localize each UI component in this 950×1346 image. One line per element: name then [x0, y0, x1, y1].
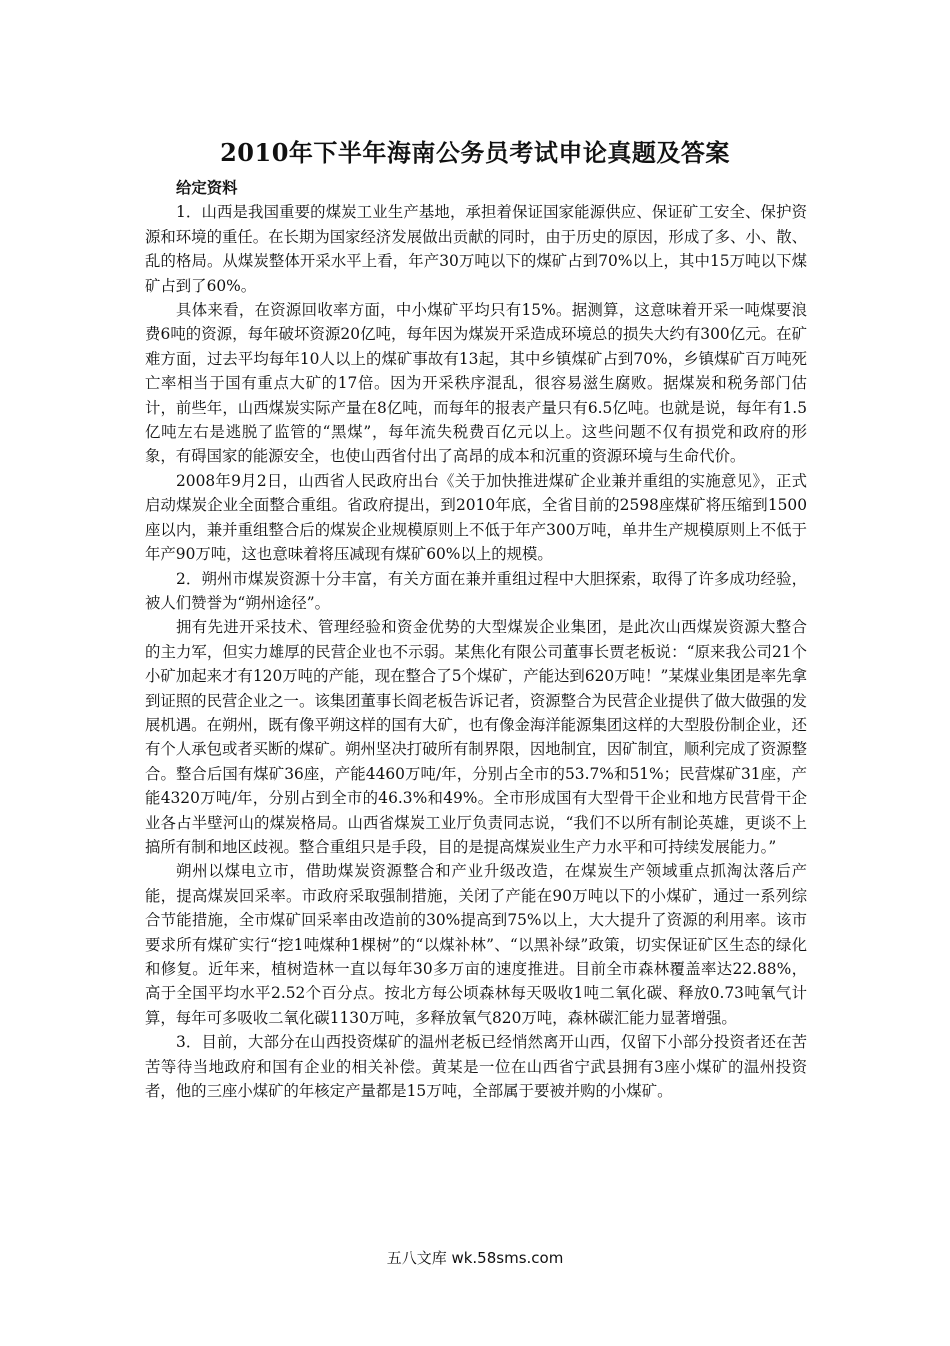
paragraph-2: 具体来看，在资源回收率方面，中小煤矿平均只有15%。据测算，这意味着开采一吨煤要浪费6吨的资源，每年破坏资源20亿吨，每年因为煤炭开采造成环境总的损失大约有300亿元。在矿难方面，过去平均每年10人以上的煤矿事故有13起，其中乡镇煤矿占到70%，乡镇煤矿百万吨死亡率相当于国有重点大矿的17倍。因为开采秩序混乱，很容易滋生腐败。据煤炭和税务部门估计，前些年，山西煤炭实际产量在8亿吨，而每年的报表产量只有6.5亿吨。也就是说，每年有1.5亿吨左右是逃脱了监管的“黑煤”，每年流失税费百亿元以上。这些问题不仅有损党和政府的形象，有碍国家的能源安全，也使山西省付出了高昂的成本和沉重的资源环境与生命代价。 — [145, 301, 807, 466]
document-body — [145, 176, 807, 1103]
paragraph-5: 拥有先进开采技术、管理经验和资金优势的大型煤炭企业集团，是此次山西煤炭资源大整合的主力军，但实力雄厚的民营企业也不示弱。某焦化有限公司董事长贾老板说：“原来我公司21个小矿加起来才有120万吨的产能，现在整合了5个煤矿，产能达到620万吨！”某煤业集团是率先拿到证照的民营企业之一。该集团董事长阎老板告诉记者，资源整合为民营企业提供了做大做强的发展机遇。在朔州，既有像平朔这样的国有大矿，也有像金海洋能源集团这样的大型股份制企业，还有个人承包或者买断的煤矿。朔州坚决打破所有制界限，因地制宜，因矿制宜，顺利完成了资源整合。整合后国有煤矿36座，产能4460万吨/年，分别占全市的53.7%和51%；民营煤矿31座，产能4320万吨/年，分别占到全市的46.3%和49%。全市形成国有大型骨干企业和地方民营骨干企业各占半壁河山的煤炭格局。山西省煤炭工业厅负责同志说，“我们不以所有制论英雄，更谈不上搞所有制和地区歧视。整合重组只是手段，目的是提高煤炭业生产力水平和可持续发展能力。” — [145, 618, 807, 856]
section-heading: 给定资料 — [176, 179, 238, 197]
paragraph-7: 3．目前，大部分在山西投资煤矿的温州老板已经悄然离开山西，仅留下小部分投资者还在苦苦等待当地政府和国有企业的相关补偿。黄某是一位在山西省宁武县拥有3座小煤矿的温州投资者，他的三座小煤矿的年核定产量都是15万吨，全部属于要被并购的小煤矿。 — [145, 1033, 807, 1101]
paragraph-1: 1．山西是我国重要的煤炭工业生产基地，承担着保证国家能源供应、保证矿工安全、保护资源和环境的重任。在长期为国家经济发展做出贡献的同时，由于历史的原因，形成了多、小、散、乱的格局。从煤炭整体开采水平上看，年产30万吨以下的煤矿占到70%以上，其中15万吨以下煤矿占到了60%。 — [145, 203, 807, 295]
paragraph-3: 2008年9月2日，山西省人民政府出台《关于加快推进煤矿企业兼并重组的实施意见》，正式启动煤炭企业全面整合重组。省政府提出，到2010年底，全省目前的2598座煤矿将压缩到1500座以内，兼并重组整合后的煤炭企业规模原则上不低于年产300万吨，单井生产规模原则上不低于年产90万吨，这也意味着将压减现有煤矿60%以上的规模。 — [145, 471, 807, 564]
paragraph-4: 2．朔州市煤炭资源十分丰富，有关方面在兼并重组过程中大胆探索，取得了许多成功经验，被人们赞誉为“朔州途径”。 — [145, 569, 807, 612]
document-title: 2010年下半年海南公务员考试申论真题及答案 — [220, 138, 730, 167]
footer-watermark: 五八文库 wk.58sms.com — [386, 1249, 564, 1267]
paragraph-6: 朔州以煤电立市，借助煤炭资源整合和产业升级改造，在煤炭生产领域重点抓淘汰落后产能，提高煤炭回采率。市政府采取强制措施，关闭了产能在90万吨以下的小煤矿，通过一系列综合节能措施，全市煤矿回采率由改造前的30%提高到75%以上，大大提升了资源的利用率。该市要求所有煤矿实行“挖1吨煤种1棵树”的“以煤补林”、“以黑补绿”政策，切实保证矿区生态的绿化和修复。近年来，植树造林一直以每年30多万亩的速度推进。目前全市森林覆盖率达22.88%，高于全国平均水平2.52个百分点。按北方每公顷森林每天吸收1吨二氧化碳、释放0.73吨氧气计算，每年可多吸收二氧化碳1130万吨，多释放氧气820万吨，森林碳汇能力显著增强。 — [145, 862, 807, 1027]
